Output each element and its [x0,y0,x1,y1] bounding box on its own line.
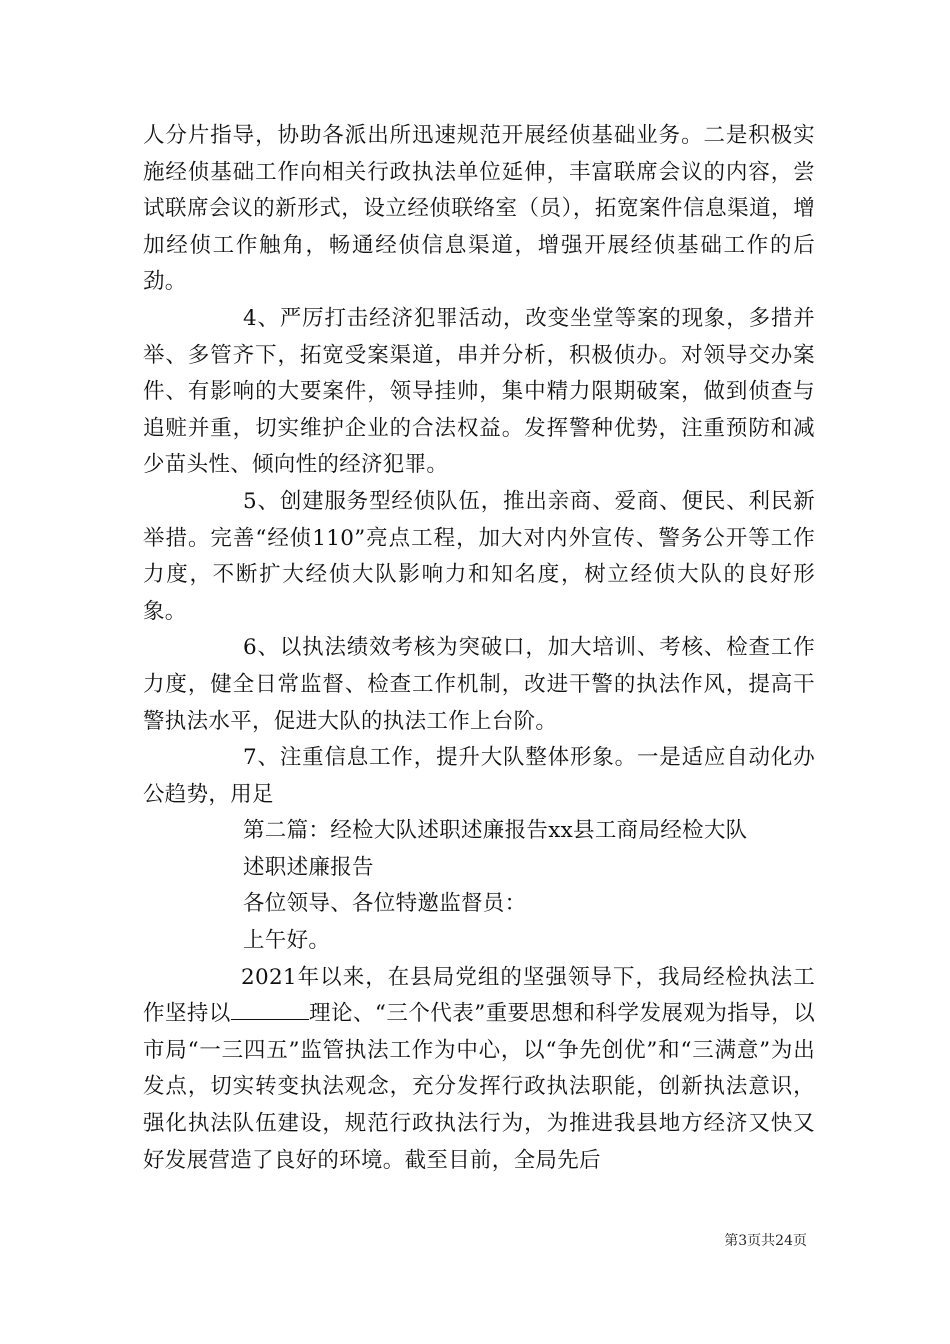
greeting: 各位领导、各位特邀监督员： [243,891,527,917]
blank-underline [231,999,309,1020]
paragraph-2021-start: 2021年以来，在县局党组的坚强领导下，我局经检执法工作坚持以 [143,964,815,1027]
paragraph-item-4: 4、严厉打击经济犯罪活动，改变坐堂等案的现象，多措并举、多管齐下，拓宽受案渠道，串并分析，积极侦办。对领导交办案件、有影响的大要案件，领导挂帅，集中精力限期破案，做到侦查与追赃并重，切实维护企业的合法权益。发挥警种优势，注重预防和减少苗头性、倾向性的经济犯罪。 [143,305,815,478]
paragraph-item-5: 5、创建服务型经侦队伍，推出亲商、爱商、便民、利民新举措。完善“经侦110”亮点工程，加大对内外宣传、警务公开等工作力度，不断扩大经侦大队影响力和知名度，树立经侦大队的良好形象。 [143,488,815,624]
section-title-line2: 述职述廉报告 [243,854,374,880]
paragraph-2021-end: 理论、“三个代表”重要思想和科学发展观为指导，以市局“一三四五”监管执法工作为中心，以“争先创优”和“三满意”为出发点，切实转变执法观念，充分发挥行政执法职能，创新执法意识，强化执法队伍建设，规范行政执法行为，为推进我县地方经济又快又好发展营造了良好的环境。截至目前，全局先后 [143,1001,815,1173]
paragraph-item-7: 7、注重信息工作，提升大队整体形象。一是适应自动化办公趋势，用足 [143,745,815,807]
greeting-morning: 上午好。 [243,928,331,954]
paragraph-basic-work: 人分片指导，协助各派出所迅速规范开展经侦基础业务。二是积极实施经侦基础工作向相关行政执法单位延伸，丰富联席会议的内容，尝试联席会议的新形式，设立经侦联络室（员），拓宽案件信息渠道，增加经侦工作触角，畅通经侦信息渠道，增强开展经侦基础工作的后劲。 [143,123,815,295]
section-title-line1: 第二篇：经检大队述职述廉报告xx县工商局经检大队 [243,818,748,844]
document-body [143,118,815,1179]
paragraph-2021-summary [143,960,815,1180]
paragraph-item-6: 6、以执法绩效考核为突破口，加大培训、考核、检查工作力度，健全日常监督、检查工作机制，改进干警的执法作风，提高干警执法水平，促进大队的执法工作上台阶。 [143,635,815,734]
page-number-footer: 第3页共24页 [724,1233,807,1249]
